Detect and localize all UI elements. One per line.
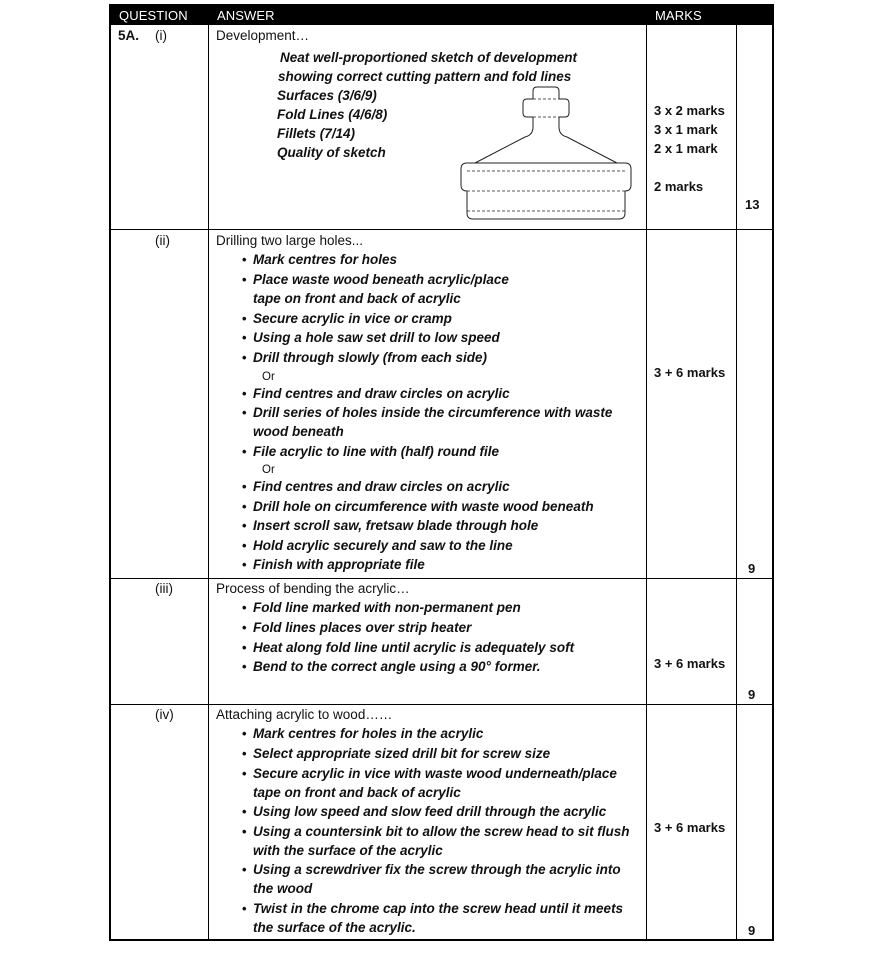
answer-point: Drill hole on circumference with waste wood beneath [253,499,594,514]
answer-point: Twist in the chrome cap into the screw head until it meets [253,901,624,916]
bullet: • [242,746,247,761]
or-separator: Or [262,464,275,476]
or-separator: Or [262,371,275,383]
answer-point: File acrylic to line with (half) round file [253,444,500,459]
bullet: • [242,901,247,916]
criterion: Fold Lines (4/6/8) [277,107,388,122]
marks-breakdown: 2 x 1 mark [654,141,718,156]
bullet: • [242,538,247,553]
bullet: • [242,330,247,345]
bullet: • [242,600,247,615]
answer-point: Find centres and draw circles on acrylic [253,479,510,494]
marks-breakdown: 3 x 2 marks [654,103,725,118]
answer-point: Using a hole saw set drill to low speed [253,330,500,345]
part-label: (i) [155,28,167,43]
development-sketch [455,85,637,221]
marking-scheme-table [109,4,774,941]
answer-point: Fold line marked with non-permanent pen [253,600,521,615]
bullet: • [242,252,247,267]
answer-point: Drill through slowly (from each side) [253,350,488,365]
row-divider [111,704,772,705]
answer-point: Mark centres for holes in the acrylic [253,726,484,741]
answer-point: Mark centres for holes [253,252,398,267]
part-label: (iii) [155,581,173,596]
answer-point: Drill series of holes inside the circumference with waste [253,405,613,420]
answer-heading: Drilling two large holes... [216,233,364,248]
row-divider [111,578,772,579]
answer-point: Using a countersink bit to allow the screw head to sit flush [253,824,630,839]
bullet: • [242,640,247,655]
bullet: • [242,518,247,533]
header-question: QUESTION [119,8,188,23]
criterion: Neat well-proportioned sketch of development [280,50,578,65]
bullet: • [242,386,247,401]
bullet: • [242,824,247,839]
column-divider [736,25,737,939]
answer-point: Using low speed and slow feed drill through the acrylic [253,804,607,819]
answer-heading: Process of bending the acrylic… [216,581,410,596]
bullet: • [242,766,247,781]
total-marks: 9 [748,923,756,938]
bullet: • [242,620,247,635]
bullet: • [242,350,247,365]
answer-point: Using a screwdriver fix the screw through the acrylic into [253,862,621,877]
answer-point: Place waste wood beneath acrylic/place [253,272,509,287]
answer-point: tape on front and back of acrylic [253,785,461,800]
part-label: (ii) [155,233,170,248]
bullet: • [242,272,247,287]
total-marks: 13 [745,197,760,212]
answer-heading: Development… [216,28,310,43]
answer-point: Secure acrylic in vice with waste wood underneath/place [253,766,617,781]
answer-point: wood beneath [253,424,344,439]
total-marks: 9 [748,561,756,576]
answer-point: Bend to the correct angle using a 90° former. [253,659,541,674]
answer-point: Finish with appropriate file [253,557,425,572]
answer-point: Secure acrylic in vice or cramp [253,311,452,326]
bullet: • [242,659,247,674]
bullet: • [242,479,247,494]
answer-point: Heat along fold line until acrylic is adequately soft [253,640,575,655]
answer-heading: Attaching acrylic to wood…… [216,707,393,722]
question-number: 5A. [118,28,140,43]
bullet: • [242,726,247,741]
marks-breakdown: 3 + 6 marks [654,820,726,835]
marks-breakdown: 3 x 1 mark [654,122,718,137]
column-divider [646,6,647,939]
answer-point: Insert scroll saw, fretsaw blade through hole [253,518,539,533]
criterion: Surfaces (3/6/9) [277,88,377,103]
row-divider [111,229,772,230]
header-answer: ANSWER [217,8,275,23]
bullet: • [242,444,247,459]
column-divider [208,6,209,939]
criterion: showing correct cutting pattern and fold lines [278,69,572,84]
marks-breakdown: 2 marks [654,179,704,194]
criterion: Fillets (7/14) [277,126,356,141]
answer-point: Find centres and draw circles on acrylic [253,386,510,401]
answer-point: Fold lines places over strip heater [253,620,472,635]
answer-point: the wood [253,881,313,896]
bullet: • [242,862,247,877]
bullet: • [242,499,247,514]
answer-point: with the surface of the acrylic [253,843,443,858]
answer-point: Select appropriate sized drill bit for screw size [253,746,551,761]
criterion: Quality of sketch [277,145,386,160]
table-header [111,6,772,25]
answer-point: Hold acrylic securely and saw to the line [253,538,513,553]
total-marks: 9 [748,687,756,702]
marks-breakdown: 3 + 6 marks [654,365,726,380]
part-label: (iv) [155,707,174,722]
bullet: • [242,804,247,819]
bullet: • [242,311,247,326]
header-marks: MARKS [655,8,702,23]
bullet: • [242,557,247,572]
bullet: • [242,405,247,420]
marks-breakdown: 3 + 6 marks [654,656,726,671]
answer-point: the surface of the acrylic. [253,920,416,935]
answer-point: tape on front and back of acrylic [253,291,461,306]
